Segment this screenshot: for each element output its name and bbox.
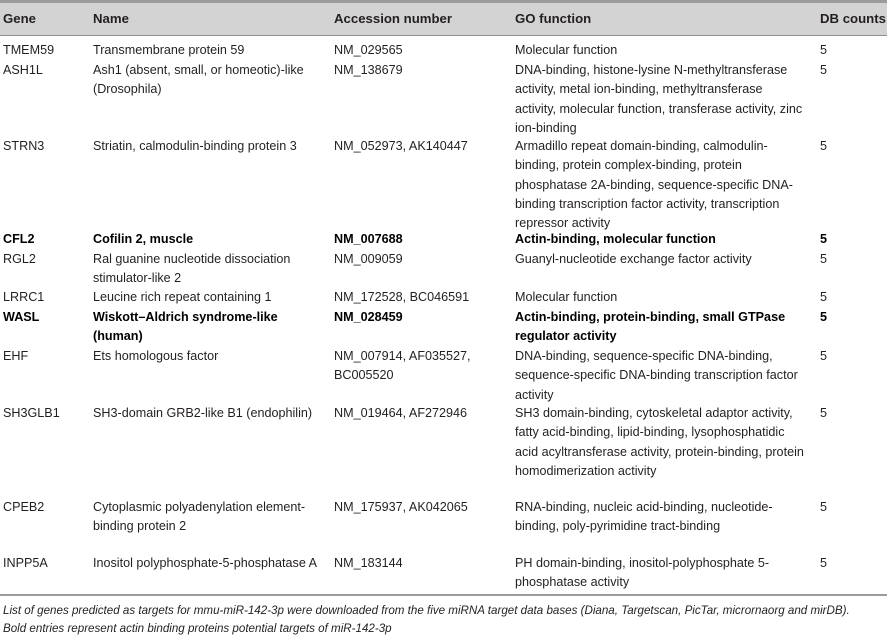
accession-cell: NM_052973, AK140447: [334, 139, 468, 153]
accession-cell: NM_009059: [334, 252, 403, 266]
db-count-cell: 5: [820, 232, 828, 246]
db-count-cell: 5: [820, 349, 828, 363]
db-count-cell: 5: [820, 406, 828, 420]
accession-cell: NM_029565: [334, 43, 403, 57]
db-count-cell: 5: [820, 63, 828, 77]
header-accession: Accession number: [334, 11, 452, 26]
gene-cell: CPEB2: [3, 500, 45, 514]
header-db-counts: DB counts: [820, 11, 886, 26]
go-function-cell: PH domain-binding, inositol-polyphosphate 5-phosphatase activity: [515, 556, 770, 590]
header-go-function: GO function: [515, 11, 592, 26]
gene-cell: STRN3: [3, 139, 45, 153]
go-function-cell: Guanyl-nucleotide exchange factor activity: [515, 252, 752, 266]
gene-cell: WASL: [3, 310, 40, 324]
db-count-cell: 5: [820, 310, 828, 324]
bottom-rule: [0, 594, 887, 596]
go-function-cell: Molecular function: [515, 290, 618, 304]
gene-cell: INPP5A: [3, 556, 48, 570]
go-function-cell: RNA-binding, nucleic acid-binding, nucleotide-binding, poly-pyrimidine tract-binding: [515, 500, 773, 534]
accession-cell: NM_175937, AK042065: [334, 500, 468, 514]
db-count-cell: 5: [820, 500, 828, 514]
db-count-cell: 5: [820, 43, 828, 57]
go-function-cell: Actin-binding, molecular function: [515, 232, 716, 246]
accession-cell: NM_172528, BC046591: [334, 290, 470, 304]
name-cell: SH3-domain GRB2-like B1 (endophilin): [93, 406, 313, 420]
db-count-cell: 5: [820, 139, 828, 153]
go-function-cell: DNA-binding, sequence-specific DNA-binding, sequence-specific DNA-binding transcription factor activity: [515, 349, 798, 402]
go-function-cell: DNA-binding, histone-lysine N-methyltransferase activity, metal ion-binding, methyltransferase activity, molecular function, transferase activity, zinc ion-binding: [515, 63, 803, 135]
gene-cell: TMEM59: [3, 43, 55, 57]
go-function-cell: Molecular function: [515, 43, 618, 57]
accession-cell: NM_183144: [334, 556, 403, 570]
name-cell: Leucine rich repeat containing 1: [93, 290, 272, 304]
name-cell: Striatin, calmodulin-binding protein 3: [93, 139, 297, 153]
gene-cell: RGL2: [3, 252, 36, 266]
name-cell: Cofilin 2, muscle: [93, 232, 194, 246]
db-count-cell: 5: [820, 290, 828, 304]
db-count-cell: 5: [820, 556, 828, 570]
go-function-cell: Armadillo repeat domain-binding, calmodulin-binding, protein complex-binding, protein phosphatase 2A-binding, sequence-specific DNA-binding transcription factor activity, transcription repressor activity: [515, 139, 793, 231]
gene-cell: SH3GLB1: [3, 406, 60, 420]
accession-cell: NM_007688: [334, 232, 403, 246]
name-cell: Inositol polyphosphate-5-phosphatase A: [93, 556, 318, 570]
gene-cell: EHF: [3, 349, 29, 363]
name-cell: Ral guanine nucleotide dissociation stimulator-like 2: [93, 252, 291, 286]
gene-cell: CFL2: [3, 232, 35, 246]
go-function-cell: Actin-binding, protein-binding, small GTPase regulator activity: [515, 310, 786, 344]
name-cell: Wiskott–Aldrich syndrome-like (human): [93, 310, 278, 344]
accession-cell: NM_138679: [334, 63, 403, 77]
name-cell: Cytoplasmic polyadenylation element-binding protein 2: [93, 500, 306, 534]
header-rule: [0, 35, 887, 36]
gene-cell: ASH1L: [3, 63, 43, 77]
db-count-cell: 5: [820, 252, 828, 266]
accession-cell: NM_007914, AF035527, BC005520: [334, 349, 471, 383]
accession-cell: NM_028459: [334, 310, 403, 324]
accession-cell: NM_019464, AF272946: [334, 406, 468, 420]
header-gene: Gene: [3, 11, 36, 26]
footnote-line-1: List of genes predicted as targets for mmu-miR-142-3p were downloaded from the five miRNA target data bases (Diana, Targetscan, PicTar, micrornaorg and mirDB).: [3, 604, 850, 617]
footnote-line-2: Bold entries represent actin binding proteins potential targets of miR-142-3p: [3, 622, 392, 635]
table-footnote: [3, 602, 887, 638]
name-cell: Transmembrane protein 59: [93, 43, 245, 57]
go-function-cell: SH3 domain-binding, cytoskeletal adaptor activity, fatty acid-binding, lipid-binding, lysophosphatidic acid acyltransferase activity, protein-binding, protein homodimerization activity: [515, 406, 804, 478]
name-cell: Ash1 (absent, small, or homeotic)-like (Drosophila): [93, 63, 304, 97]
gene-cell: LRRC1: [3, 290, 45, 304]
header-name: Name: [93, 11, 129, 26]
table-header: [0, 3, 887, 35]
name-cell: Ets homologous factor: [93, 349, 219, 363]
